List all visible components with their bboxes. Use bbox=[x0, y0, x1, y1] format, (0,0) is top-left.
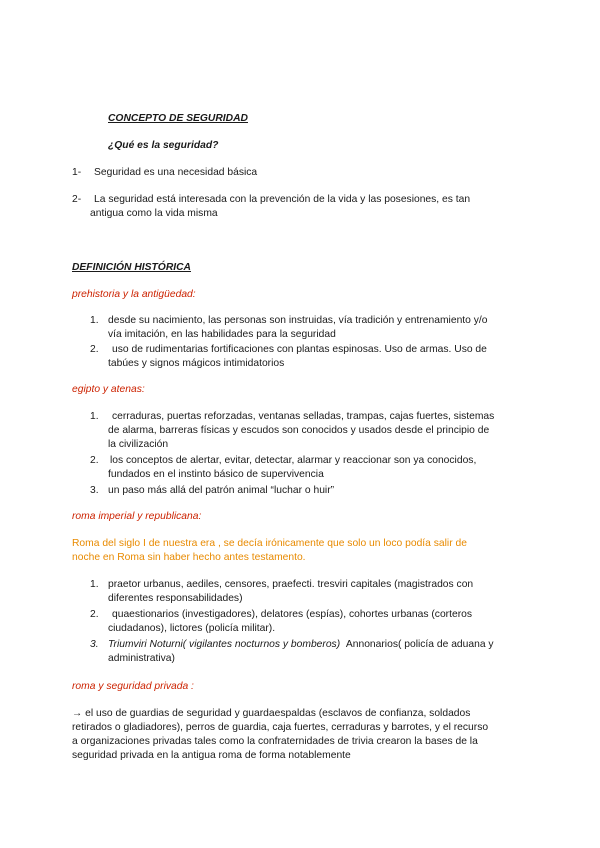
roma-item-1-line-1: praetor urbanus, aediles, censores, praefecti. tresviri capitales (magistrados con bbox=[108, 579, 474, 590]
concepto-item-1-line-1: Seguridad es una necesidad básica bbox=[94, 167, 258, 178]
egipto-item-1-num: 1. bbox=[90, 411, 99, 422]
privada-line-4: seguridad privada en la antigua roma de forma notablemente bbox=[72, 750, 351, 761]
egipto-item-1-line-2: de alarma, barreras físicas y escudos son conocidos y usados desde el principio de bbox=[108, 425, 490, 436]
roma-item-3-rest: Annonarios( policía de aduana y bbox=[345, 639, 494, 650]
roma-heading: roma imperial y republicana: bbox=[72, 511, 202, 522]
egipto-item-1-line-1: cerraduras, puertas reforzadas, ventanas selladas, trampas, cajas fuertes, sistemas bbox=[112, 411, 495, 422]
roma-item-2-line-1: quaestionarios (investigadores), delatores (espías), cohortes urbanas (corteros bbox=[112, 609, 472, 620]
egipto-item-3-num: 3. bbox=[90, 485, 99, 496]
concepto-item-2-line-2: antigua como la vida misma bbox=[90, 208, 218, 219]
privada-line-1: → el uso de guardias de seguridad y guardaespaldas (esclavos de confianza, soldados bbox=[72, 708, 471, 719]
egipto-item-1-line-3: la civilización bbox=[108, 439, 169, 450]
concepto-item-2-line-1: La seguridad está interesada con la prevención de la vida y las posesiones, es tan bbox=[94, 194, 471, 205]
concepto-title: CONCEPTO DE SEGURIDAD bbox=[108, 113, 248, 124]
roma-item-2-line-2: ciudadanos), lictores (policía militar). bbox=[108, 623, 276, 634]
prehistoria-item-1-line-1: desde su nacimiento, las personas son instruidas, vía tradición y entrenamiento y/o bbox=[108, 315, 488, 326]
roma-item-2-num: 2. bbox=[90, 609, 99, 620]
privada-line-2: retirados o gladiadores), perros de guardia, caja fuertes, cerraduras y barrotes, y el recurso bbox=[72, 722, 489, 733]
roma-item-1-num: 1. bbox=[90, 579, 99, 590]
prehistoria-heading: prehistoria y la antigüedad: bbox=[72, 289, 196, 300]
egipto-item-2-line-1: los conceptos de alertar, evitar, detectar, alarmar y reaccionar son ya conocidos, bbox=[110, 455, 477, 466]
definicion-title: DEFINICIÓN HISTÓRICA bbox=[72, 262, 191, 273]
egipto-item-2-line-2: fundados en el instinto básico de supervivencia bbox=[108, 469, 324, 480]
roma-intro-line-2: noche en Roma sin haber hecho antes testamento. bbox=[72, 552, 306, 563]
prehistoria-item-1-line-2: vía imitación, en las habilidades para la seguridad bbox=[108, 329, 336, 340]
concepto-item-2-num: 2- bbox=[72, 194, 82, 205]
roma-item-3-line-1 bbox=[108, 638, 494, 651]
concepto-question: ¿Qué es la seguridad? bbox=[108, 140, 219, 151]
egipto-heading: egipto y atenas: bbox=[72, 384, 145, 395]
prehistoria-item-2-num: 2. bbox=[90, 344, 99, 355]
roma-item-3-line-2: administrativa) bbox=[108, 653, 175, 664]
egipto-item-2-num: 2. bbox=[90, 455, 99, 466]
concepto-item-1-num: 1- bbox=[72, 167, 82, 178]
prehistoria-item-1-num: 1. bbox=[90, 315, 99, 326]
privada-heading: roma y seguridad privada : bbox=[72, 681, 194, 692]
egipto-item-3-line-1: un paso más allá del patrón animal “luchar o huir” bbox=[108, 485, 335, 496]
roma-item-1-line-2: diferentes responsabilidades) bbox=[108, 593, 243, 604]
prehistoria-item-2-line-2: tabúes y signos mágicos intimidatorios bbox=[108, 358, 285, 369]
roma-item-3-num: 3. bbox=[90, 639, 99, 650]
roma-item-3-italic: Triumviri Noturni( vigilantes nocturnos y bomberos) bbox=[108, 639, 341, 650]
privada-line-3: a organizaciones privadas tales como la confraternidades de trivia crearon la bases de la bbox=[72, 736, 478, 747]
prehistoria-item-2-line-1: uso de rudimentarias fortificaciones con plantas espinosas. Uso de armas. Uso de bbox=[112, 344, 487, 355]
roma-intro-line-1: Roma del siglo I de nuestra era , se decía irónicamente que solo un loco podía salir de bbox=[72, 538, 467, 549]
